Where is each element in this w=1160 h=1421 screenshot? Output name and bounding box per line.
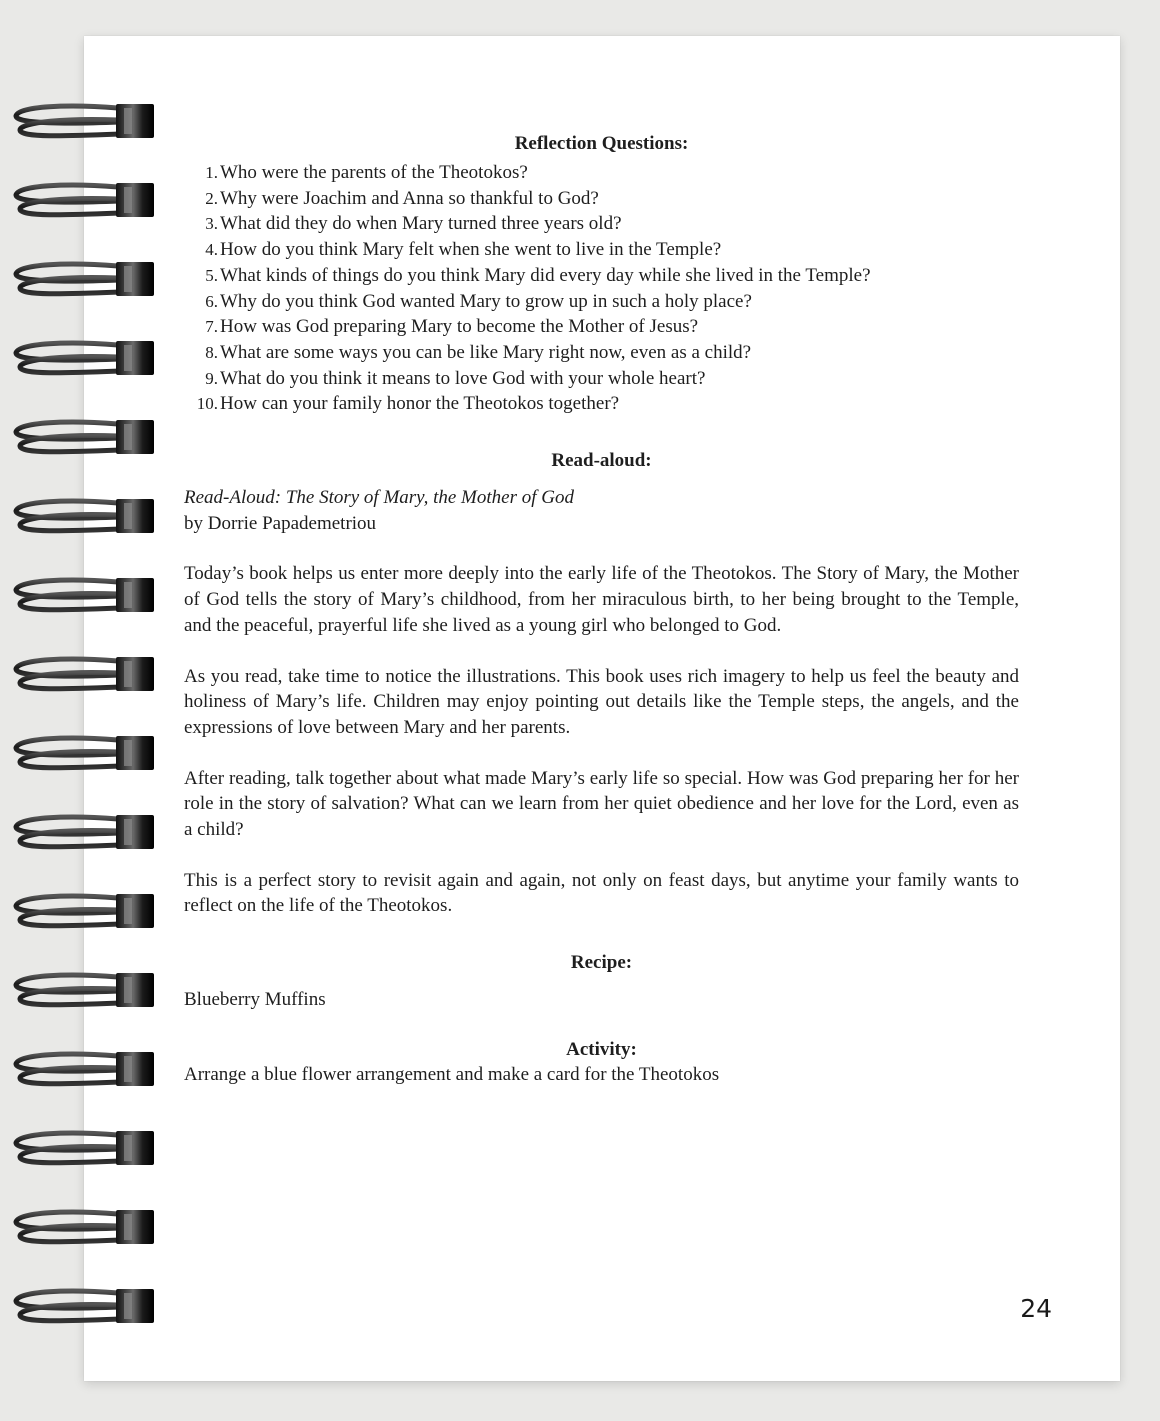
spacer: [184, 473, 1019, 485]
question-text: Why do you think God wanted Mary to grow up in such a holy place?: [220, 290, 752, 312]
question-item: [184, 391, 1019, 417]
question-number: 3.: [205, 214, 218, 234]
question-text: What do you think it means to love God with your whole heart?: [220, 367, 706, 389]
question-text: How do you think Mary felt when she went to live in the Temple?: [220, 239, 722, 261]
notebook-page: [84, 36, 1120, 1381]
question-item: [184, 211, 1019, 237]
read-aloud-paragraph: This is a perfect story to revisit again and again, not only on feast days, but anytime your family wants to reflect on the life of the Theotokos.: [184, 869, 1019, 917]
spacer: [184, 417, 1019, 449]
question-number: 9.: [205, 368, 218, 388]
question-item: [184, 237, 1019, 263]
question-item: [184, 289, 1019, 315]
spacer: [184, 843, 1019, 868]
question-item: [184, 186, 1019, 212]
question-text: What did they do when Mary turned three years old?: [220, 213, 622, 235]
recipe-heading: Recipe:: [570, 952, 633, 974]
question-text: Who were the parents of the Theotokos?: [220, 162, 528, 183]
read-aloud-paragraph: As you read, take time to notice the illustrations. This book uses rich imagery to help us feel the beauty and holiness of Mary’s life. Children may enjoy pointing out details like the Temple steps, the angels, and the expressions of love between Mary and her parents.: [184, 665, 1019, 738]
question-number: 6.: [205, 291, 218, 311]
question-number: 2.: [205, 188, 218, 208]
question-text: How was God preparing Mary to become the Mother of Jesus?: [220, 316, 699, 338]
spacer: [184, 639, 1019, 664]
activity-heading: Activity:: [566, 1038, 637, 1060]
question-item: [184, 263, 1019, 289]
question-text: What kinds of things do you think Mary did every day while she lived in the Temple?: [220, 264, 871, 286]
question-text: How can your family honor the Theotokos together?: [220, 393, 620, 415]
book-title: Read-Aloud: The Story of Mary, the Mother of God: [184, 487, 574, 509]
read-aloud-paragraph: After reading, talk together about what made Mary’s early life so special. How was God preparing her for her role in the story of salvation? What can we learn from her quiet obedience and her love for the Lord, even as a child?: [184, 767, 1019, 841]
page-content: [184, 132, 1019, 1088]
question-number: 1.: [205, 163, 218, 182]
spacer: [184, 1013, 1019, 1038]
question-item: [184, 160, 1019, 186]
book-author: by Dorrie Papademetriou: [184, 512, 377, 534]
read-aloud-heading: Read-aloud:: [551, 450, 652, 472]
question-number: 10.: [196, 394, 218, 414]
reflection-questions-heading: Reflection Questions:: [514, 133, 689, 154]
reflection-questions-list: [184, 160, 1019, 417]
question-text: Why were Joachim and Anna so thankful to God?: [220, 187, 599, 209]
page-number: 24: [1020, 1294, 1052, 1323]
spacer: [184, 975, 1019, 987]
spacer: [184, 536, 1019, 561]
question-number: 8.: [205, 342, 218, 362]
question-item: [184, 314, 1019, 340]
spacer: [184, 741, 1019, 766]
recipe-text: Blueberry Muffins: [184, 989, 326, 1011]
spacer: [184, 919, 1019, 951]
question-number: 4.: [205, 240, 218, 260]
activity-text: Arrange a blue flower arrangement and make a card for the Theotokos: [184, 1063, 720, 1085]
question-item: [184, 340, 1019, 366]
question-item: [184, 366, 1019, 392]
question-text: What are some ways you can be like Mary right now, even as a child?: [220, 341, 752, 363]
question-number: 5.: [205, 265, 218, 285]
question-number: 7.: [205, 317, 218, 337]
read-aloud-paragraph: Today’s book helps us enter more deeply into the early life of the Theotokos. The Story of Mary, the Mother of God tells the story of Mary’s childhood, from her miraculous birth, to her being brought to the Temple, and the peaceful, prayerful life she lived as a young girl who belonged to God.: [184, 563, 1019, 636]
spiral-binding-icon: [8, 100, 168, 1340]
